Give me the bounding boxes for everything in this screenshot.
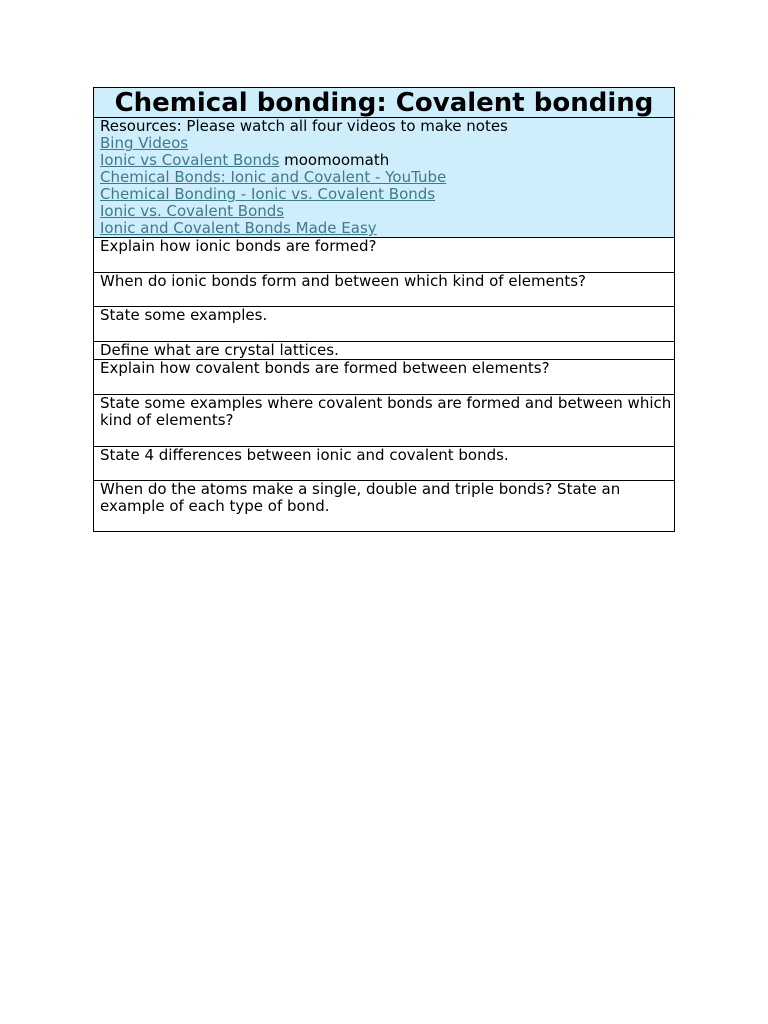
- resource-line: [100, 203, 674, 220]
- question-cell[interactable]: When do ionic bonds form and between which kind of elements?: [94, 273, 675, 307]
- resources-row: [94, 118, 675, 238]
- question-row: [94, 360, 675, 395]
- question-cell[interactable]: When do the atoms make a single, double and triple bonds? State an example of each type of bond.: [94, 481, 675, 532]
- question-row: [94, 273, 675, 307]
- question-cell[interactable]: Define what are crystal lattices.: [94, 342, 675, 360]
- question-row: [94, 238, 675, 273]
- resource-line: [100, 135, 674, 152]
- question-row: [94, 307, 675, 342]
- resource-link-bing-videos[interactable]: Bing Videos: [100, 134, 189, 152]
- resource-link-suffix: moomoomath: [279, 151, 390, 169]
- resource-link-chemical-bonds-youtube[interactable]: Chemical Bonds: Ionic and Covalent - YouTube: [100, 168, 447, 186]
- resource-line: [100, 186, 674, 203]
- worksheet-title: Chemical bonding: Covalent bonding: [94, 88, 675, 118]
- resource-link-ionic-vs-covalent[interactable]: Ionic vs. Covalent Bonds: [100, 202, 285, 220]
- resource-link-made-easy[interactable]: Ionic and Covalent Bonds Made Easy: [100, 219, 377, 237]
- question-row: [94, 395, 675, 447]
- question-cell[interactable]: State some examples.: [94, 307, 675, 342]
- question-cell[interactable]: State some examples where covalent bonds are formed and between which kind of elements?: [94, 395, 675, 447]
- question-row: [94, 481, 675, 532]
- question-cell[interactable]: Explain how ionic bonds are formed?: [94, 238, 675, 273]
- resource-link-chemical-bonding[interactable]: Chemical Bonding - Ionic vs. Covalent Bonds: [100, 185, 436, 203]
- question-row: [94, 342, 675, 360]
- title-row: [94, 88, 675, 118]
- question-cell[interactable]: State 4 differences between ionic and covalent bonds.: [94, 447, 675, 481]
- resource-link-ionic-vs-covalent-bonds[interactable]: Ionic vs Covalent Bonds: [100, 151, 280, 169]
- question-cell[interactable]: Explain how covalent bonds are formed between elements?: [94, 360, 675, 395]
- resource-line: [100, 220, 674, 237]
- resources-cell: [94, 118, 675, 238]
- question-row: [94, 447, 675, 481]
- resource-line: [100, 152, 674, 169]
- worksheet-table: [93, 87, 675, 532]
- resource-line: [100, 169, 674, 186]
- resources-intro: Resources: Please watch all four videos to make notes: [100, 117, 508, 135]
